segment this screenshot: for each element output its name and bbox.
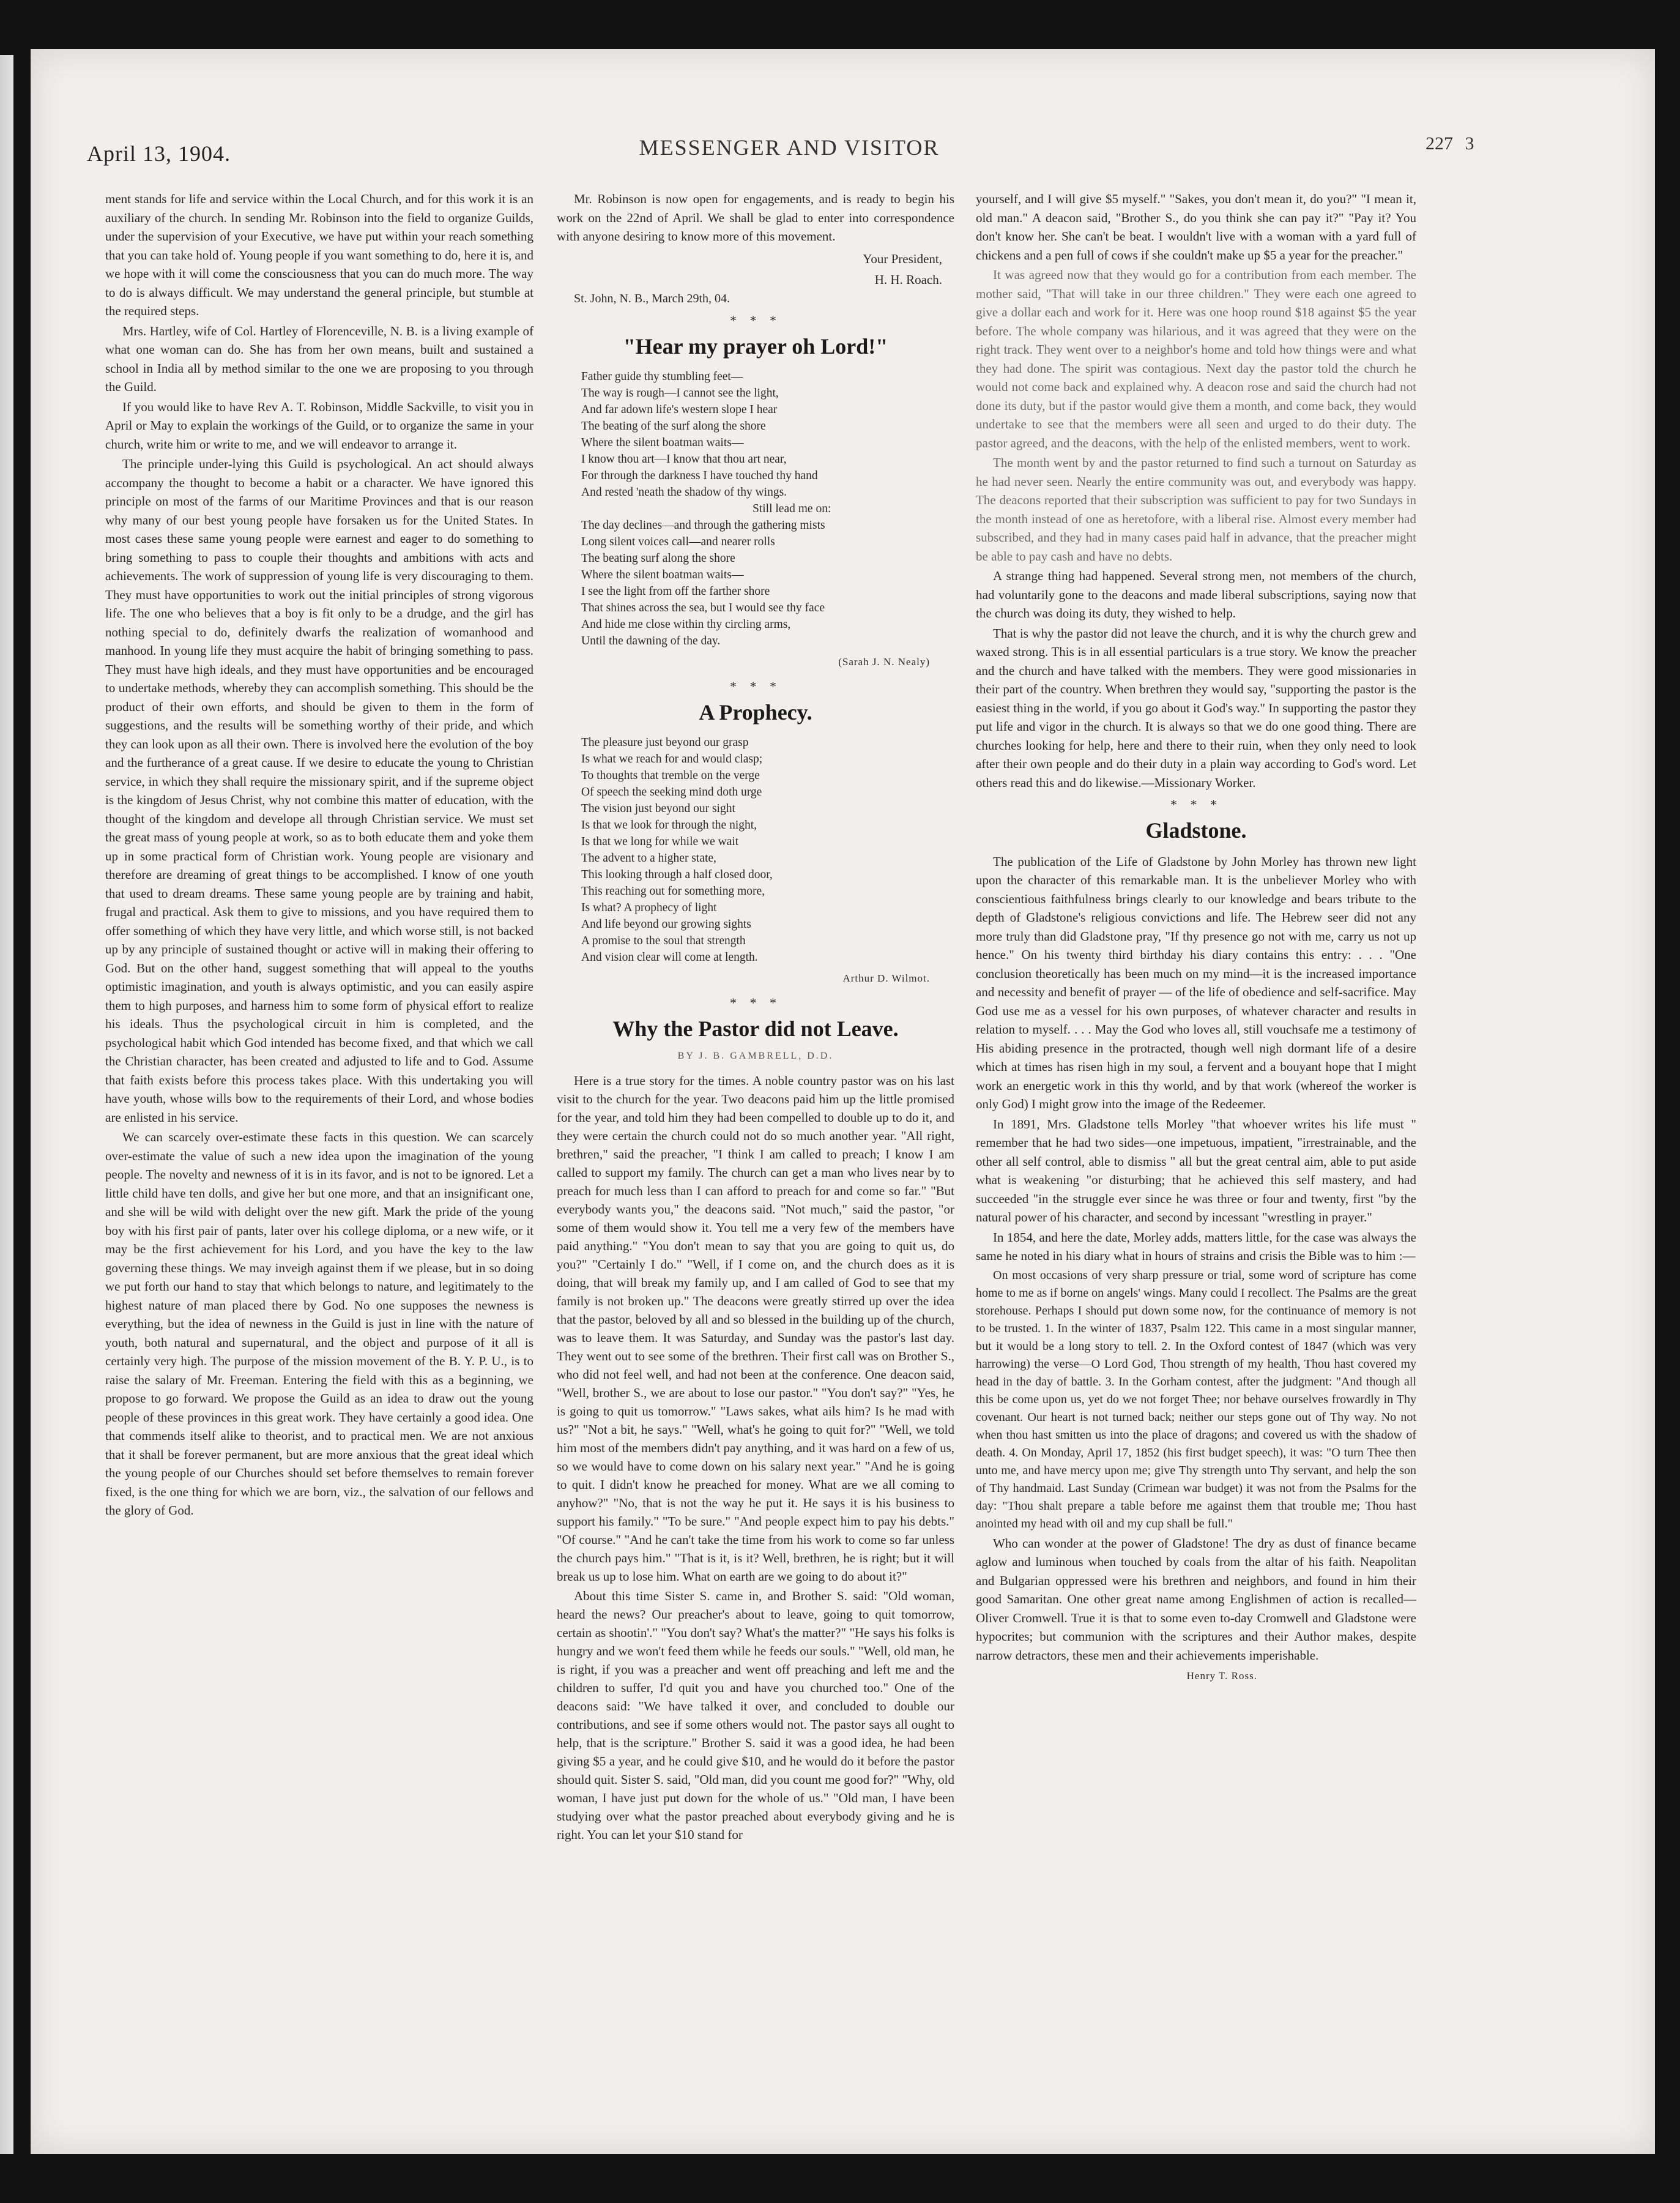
adjacent-page-edge: [0, 55, 13, 2154]
poem-line: The pleasure just beyond our grasp: [581, 736, 749, 749]
poem-line: To thoughts that tremble on the verge: [581, 769, 760, 782]
article-title-gladstone: Gladstone.: [1145, 818, 1247, 843]
poem-line: Is that we look for through the night,: [581, 818, 757, 832]
section-divider-stars: * * *: [730, 679, 781, 694]
paragraph: About this time Sister S. came in, and Brother S. said: "Old woman, heard the news? Our preacher's about to leave, going to quit tomorrow, certain as shootin'." "You don't say? What's the matter?" "He says his folks is hungry and we won't feed them while he feeds our souls." "Well, old man, he is right, if you was a preacher and went off preaching and left me and the children to suffer, I'd quit you and have you churched too." One of the deacons said: "We have talked it over, and concluded to double our contributions, and see if some others would not. The pastor says all ought to help, that is the scripture." Brother S. said it was a good idea, he had been giving $5 a year, and he could give $10, and he would do it before the pastor should quit. Sister S. said, "Old man, did you count me good for?" "Why, old woman, I have just put down for the whole of us." "Old man, I have been studying over what the pastor preached about everybody giving and he is right. You can let your $10 stand for: [557, 1589, 954, 1842]
poem-title-a-prophecy: A Prophecy.: [699, 699, 812, 725]
poem-line: Is that we long for while we wait: [581, 835, 739, 848]
poem-line: The beating surf along the shore: [581, 551, 735, 565]
poem-line: The advent to a higher state,: [581, 851, 716, 865]
page-number: 227 3: [1425, 133, 1474, 154]
paragraph: A strange thing had happened. Several strong men, not members of the church, had voluntarily gone to the deacons and made liberal subscriptions, saying now that the church was doing its duty, they wished to help.: [976, 568, 1416, 621]
poem-line: The way is rough—I cannot see the light,: [581, 386, 779, 400]
signature-name: H. H. Roach.: [874, 272, 942, 287]
paragraph: We can scarcely over-estimate these facts in this question. We can scarcely over-estimate the value of such a new idea upon the imagination of the young people. The novelty and newness of it is in its favor, and is not to be ignored. Let a little child have ten dolls, and give her but one more, and that an insignificant one, and she will be wild with delight over the new gift. Mark the pride of the young boy with his first pair of pants, later over his college diploma, or a new wife, or it may be the first achievement for his Lord, and you have the key to the law governing these things. We may inveigh against them if we please, but in so doing we put forth our hand to stay that which belongs to nature, and legitimately to the highest nature of man placed there by God. No one supposes the newness is everything, but the idea of newness in the Guild is just in line with the nature of youth, both natural and supernatural, and the object and purpose of it all is certainly very high. The purpose of the mission movement of the B. Y. P. U., is to raise the salary of Mr. Freeman. Entering the field with this as a beginning, we propose to go forward. We propose the Guild as an idea to draw out the young people of these provinces in this great work. They have certainly a good idea. One that commends itself alike to theorist, and to practical men. We are not anxious that it shall be forever permanent, but are more anxious that the great ideal which the young people of our Churches should set before themselves to remain forever fixed, is the one thing for which we are born, viz., the salvation of our fellows and the glory of God.: [105, 1130, 533, 1518]
paragraph: The principle under-lying this Guild is psychological. An act should always accompany the thought to become a habit or a character. We have ignored this principle on most of the farms of our Maritime Provinces and that is our reason why many of our best young people have forsaken us for the United States. In most cases these same young people were earnest and eager to do something to bring something to pass to couple their thoughts and ambitions with acts and achievements. The work of suppression of young life is very discouraging to them. They must have opportunities to work out the initial principles of strong vigorous life. The one who believes that a boy is fit only to be a drudge, and the girl has nothing special to do, definitely dwarfs the realization of womanhood and manhood. In young life they must acquire the habit of bringing something to pass. They must have high ideals, and they must have opportunities and be encouraged to undertake methods, whereby they can accomplish something. This should be the product of their own efforts, and should be given to them in the form of suggestions, and the results will be something worthy of their pride, and which they can look upon as all their own. There is involved here the evolution of the boy and the furtherance of a great cause. If we desire to educate the young to Christian service, in which they shall require the missionary spirit, and if the supreme object is the kingdom of Jesus Christ, why not combine this matter of education, with the thought of the kingdom and develope all through Christian service. We must set the great mass of young people at work, so as to both educate them and yoke them up in some practical form of Christian work. Young people are visionary and therefore are dreaming of great things to be accomplished. I know of one youth that used to dream dreams. These same young people are by training and habit, frugal and practical. Ask them to give to missions, and you have required them to offer something of which they have very little, and which worse still, is not backed up by any principle of sustained thought or active will in making their offering to God. But on the other hand, suggest something that will appeal to the youths optimistic imagination, and youth is always optimistic, and you can easily aspire them to high purposes, and harness him to some form of physical effort to realize his ideals. Thus the psychological circuit in him is completed, and the psychological habit which God intended has become fixed, and that which we call the Christian character, has been created and adjusted to life and to God. Assume that faith exists before this process takes place. With this undertaking you will have youth, whose wills bow to the requirements of their Lord, and whose bodies are enlisted in his service.: [105, 457, 533, 1125]
paragraph: In 1891, Mrs. Gladstone tells Morley "that whoever writes his life must " remember that he had two sides—one impetuous, impatient, "irrestrainable, and the other all self control, able to dismiss " all but the great central aim, able to put aside what is weakening "or disturbing; that he achieved this self mastery, and had succeeded "in the struggle ever since he was three or four and twenty, first "by the natural power of his character, and second by incessant "wrestling in prayer.": [976, 1116, 1416, 1225]
issue-date: April 13, 1904.: [87, 141, 231, 166]
paragraph: Here is a true story for the times. A noble country pastor was on his last visit to the church for the year. Two deacons paid him up the little promised for the year, and told him they had been compelled to double up to do it, and they were certain the church could not do so much another year. "All right, brethren," said the preacher, "I think I am called to preach; I know I am called to support my family. The church can get a man who lives near by to preach for much less than I can afford to preach for and come so far." "But everybody wants you," the deacons said. "Not much," said the pastor, "or some of them would show it. You tell me a very few of the members have paid anything." "You don't mean to say that you are going to quit us, do you?" "Certainly I do." "Well, if I come on, and the church does as it is doing, that will break my family up, and I am called of God to see that my family is not broken up." The deacons were greatly stirred up over the idea that the pastor, beloved by all and so blessed in the building up of the church, was to leave them. It was Saturday, and Sunday was the pastor's last day. They went out to see some of the brethren. Their first call was on Brother S., who did not feel well, and had not been at the conference. One deacon said, "Well, brother S., we are about to lose our pastor." "You don't say?" "Yes, he is going to quit us tomorrow." "Laws sakes, what ails him? Is he mad with us?" "Not a bit, he says." "Well, what's he going to quit for?" "Well, we told him most of the members didn't pay anything, and it was hard on a few of us, so we would have to come down on his salary next year." "And he is going to quit. I didn't know he preached for money. What are we all coming to anyhow?" "No, that is not the way he put it. He says it is his business to support his family." "To be sure." "And people expect him to pay his debts." "Of course." "And he can't take the time from his work to come so far unless the church pays him." "That is it, is it? Well, brethren, he is right; but it will break us up to lose him. What on earth are we going to do about it?": [557, 1073, 954, 1584]
poem-line: I see the light from off the farther shore: [581, 584, 770, 598]
section-divider-stars: * * *: [730, 995, 781, 1010]
column-3: [976, 190, 1416, 2154]
paragraph: If you would like to have Rev A. T. Robinson, Middle Sackville, to visit you in April or May to explain the workings of the Guild, or to organize the same in your church, write him or write to me, and we will endeavor to arrange it.: [105, 399, 533, 452]
poem-line: Father guide thy stumbling feet—: [581, 370, 743, 383]
paragraph: Mrs. Hartley, wife of Col. Hartley of Florenceville, N. B. is a living example of what one woman can do. She has from her own means, built and sustained a school in India all by method similar to the one we are proposing to you through the Guild.: [105, 323, 533, 394]
poem-line: For through the darkness I have touched thy hand: [581, 469, 818, 482]
poem-line: A promise to the soul that strength: [581, 934, 746, 947]
poem-line: I know thou art—I know that thou art near,: [581, 452, 787, 466]
poem-line: This reaching out for something more,: [581, 884, 765, 898]
paragraph: The publication of the Life of Gladstone by John Morley has thrown new light upon the character of this remarkable man. It is the unbeliever Morley who with conscientious faithfulness brings clearly to our knowledge and bears tribute to the depth of Gladstone's religious convictions and life. The Hebrew seer did not any more truly than did Gladstone pray, "If thy presence go not with me, carry us not up hence." On his twenty third birthday his diary contains this entry: . . . "One conclusion theoretically has been much on my mind—it is the increased importance and necessity and benefit of prayer — of the life of obedience and self-sacrifice. May God use me as a vessel for his own purposes, of whatever character and results in relation to myself. . . . May the God who loves all, still vouchsafe me a testimony of His abiding presence in the protracted, though well nigh dormant life of a desire which at times has risen high in my soul, a fervent and a bouyant hope that I might work an energetic work in this thy world, and by that work (whereof the worker is only God) I might grow into the image of the Redeemer.: [976, 854, 1416, 1111]
paragraph: On most occasions of very sharp pressure or trial, some word of scripture has come home to me as if borne on angels' wings. Many could I recollect. The Psalms are the great storehouse. Perhaps I should put down some now, for the continuance of memory is not to be trusted. 1. In the winter of 1837, Psalm 122. This came in a most singular manner, but it would be a long story to tell. 2. In the Oxford contest of 1847 (which was very harrowing) the verse—O Lord God, Thou strength of my health, Thou hast covered my head in the day of battle. 3. In the Gorham contest, after the judgment: "And though all this be come upon us, yet do we not forget Thee; nor behave ourselves frowardly in Thy covenant. Our heart is not turned back; neither our steps gone out of Thy way. No not when thou hast smitten us into the place of dragons; and covered us with the shadow of death. 4. On Monday, April 17, 1852 (his first budget speech), it was: "O turn Thee then unto me, and have mercy upon me; give Thy strength unto Thy servant, and help the son of Thy handmaid. Last Sunday (Crimean war budget) it was not from the Psalms for the day: "Thou shalt prepare a table before me against them that trouble me; Thou hast anointed my head with oil and my cup shall be full.": [976, 1268, 1416, 1530]
poem-hear-my-prayer: [557, 368, 954, 649]
column-1: [105, 190, 533, 2154]
poem-line: This looking through a half closed door,: [581, 868, 773, 881]
poem-line: Of speech the seeking mind doth urge: [581, 785, 762, 799]
paragraph: In 1854, and here the date, Morley adds, matters little, for the case was always the same he noted in his diary what in hours of strains and crisis the Bible was to him :—: [976, 1229, 1416, 1263]
paragraph: yourself, and I will give $5 myself." "Sakes, you don't mean it, do you?" "I mean it, old man." A deacon said, "Brother S., do you think she can pay it?" "Pay it? You don't know her. She can't be beat. I wouldn't live with a woman with a yard full of chickens and a pen full of cows if she couldn't make up $5 a year for the preacher.": [976, 192, 1416, 263]
poem-line: Where the silent boatman waits—: [581, 568, 744, 581]
paragraph: It was agreed now that they would go for a contribution from each member. The mother said, "That will take in our three children." They were each one agreed to give a dollar each and work for it. Here was one hoop round $18 against $5 the year before. The whole company was hilarious, and it was agreed that they were on the right track. They went over to a neighbor's home and told how things were and what they had done. The spirit was contagious. Next day the pastor told the church he would not come back and explained why. A deacon rose and said the church had not done its duty, but if the pastor would give them a month, and come back, they would undertake to see that the members were all seen and urged to do their duty. The pastor agreed, and the deacons, with the help of the enlisted members, went to work.: [976, 267, 1416, 450]
poem-line: Until the dawning of the day.: [581, 634, 721, 647]
paragraph: ment stands for life and service within the Local Church, and for this work it is an auxiliary of the church. In sending Mr. Robinson into the field to organize Guilds, under the supervision of your Executive, we have put within your reach something that you can take hold of. Young people if you want something to do, here it is, and we hope with it will come the consciousness that you can do much more. The way to do is always difficult. We may understand the general principle, but stumble at the required steps.: [105, 192, 533, 318]
poem-author: Arthur D. Wilmot.: [842, 972, 930, 984]
section-divider-stars: * * *: [730, 313, 781, 328]
poem-line: Is what? A prophecy of light: [581, 901, 717, 914]
poem-title-hear-my-prayer: "Hear my prayer oh Lord!": [623, 334, 888, 359]
signature-title: Your President,: [863, 251, 942, 266]
poem-line: And hide me close within thy circling arms,: [581, 617, 791, 631]
article-byline: BY J. B. GAMBRELL, D.D.: [677, 1050, 834, 1061]
poem-line: And vision clear will come at length.: [581, 950, 758, 964]
column-2: [557, 190, 954, 2154]
poem-line: The day declines—and through the gathering mists: [581, 518, 825, 532]
poem-line: And far adown life's western slope I hear: [581, 403, 778, 416]
place-date-line: St. John, N. B., March 29th, 04.: [574, 291, 730, 305]
poem-line: Long silent voices call—and nearer rolls: [581, 535, 775, 548]
poem-line: The vision just beyond our sight: [581, 802, 735, 815]
poem-line: Where the silent boatman waits—: [581, 436, 744, 449]
poem-a-prophecy: [557, 734, 954, 966]
paragraph: That is why the pastor did not leave the church, and it is why the church grew and waxed strong. This is in all essential particulars is a true story. We know the preacher and the church and have talked with the members. They were good missionaries in their part of the country. When brethren they would say, "supporting the pastor is the easiest thing in the world, if you go about it God's way." In supporting the pastor they put life and vigor in the church. It is always so that we do one good thing. There are churches looking for help, here and there to their ruin, when they only need to look after their own people and do their duty in a plain way according to God's word. Let others read this and do likewise.—Missionary Worker.: [976, 625, 1416, 790]
poem-line: Is what we reach for and would clasp;: [581, 752, 763, 766]
article-title-pastor: Why the Pastor did not Leave.: [612, 1016, 899, 1041]
poem-author: (Sarah J. N. Nealy): [838, 655, 930, 668]
masthead-title: MESSENGER AND VISITOR: [639, 135, 940, 160]
section-divider-stars: * * *: [1170, 797, 1222, 812]
poem-line: That shines across the sea, but I would see thy face: [581, 601, 825, 614]
paragraph: Mr. Robinson is now open for engagements, and is ready to begin his work on the 22nd of April. We shall be glad to enter into correspondence with anyone desiring to know more of this movement.: [557, 192, 954, 244]
newspaper-page: [31, 49, 1655, 2154]
poem-line: And rested 'neath the shadow of thy wings.: [581, 485, 787, 499]
article-author: Henry T. Ross.: [1186, 1670, 1257, 1682]
paragraph: Who can wonder at the power of Gladstone! The dry as dust of finance became aglow and luminous when touched by coals from the altar of his faith. Neapolitan and Bulgarian oppressed were his brethren and neighbors, and found in him their good Samaritan. One other great name among Englishmen of action is recalled—Oliver Cromwell. True it is that to some even to-day Cromwell and Gladstone were hypocrites; but communion with the scriptures and their Author makes, despite narrow detractors, these men and their achievements imperishable.: [976, 1535, 1416, 1663]
poem-line: The beating of the surf along the shore: [581, 419, 766, 433]
paragraph: The month went by and the pastor returned to find such a turnout on Saturday as he had never seen. Nearly the entire community was out, and everybody was happy. The deacons reported that their subscription was sufficient to pay for two Sundays in the month instead of one as heretofore, with a liberal rise. Almost every member had subscribed, and they had in many cases paid half in advance, that the preacher might be able to pay cash and have no debts.: [976, 455, 1416, 564]
poem-line: And life beyond our growing sights: [581, 917, 751, 931]
poem-line: Still lead me on:: [753, 502, 831, 515]
